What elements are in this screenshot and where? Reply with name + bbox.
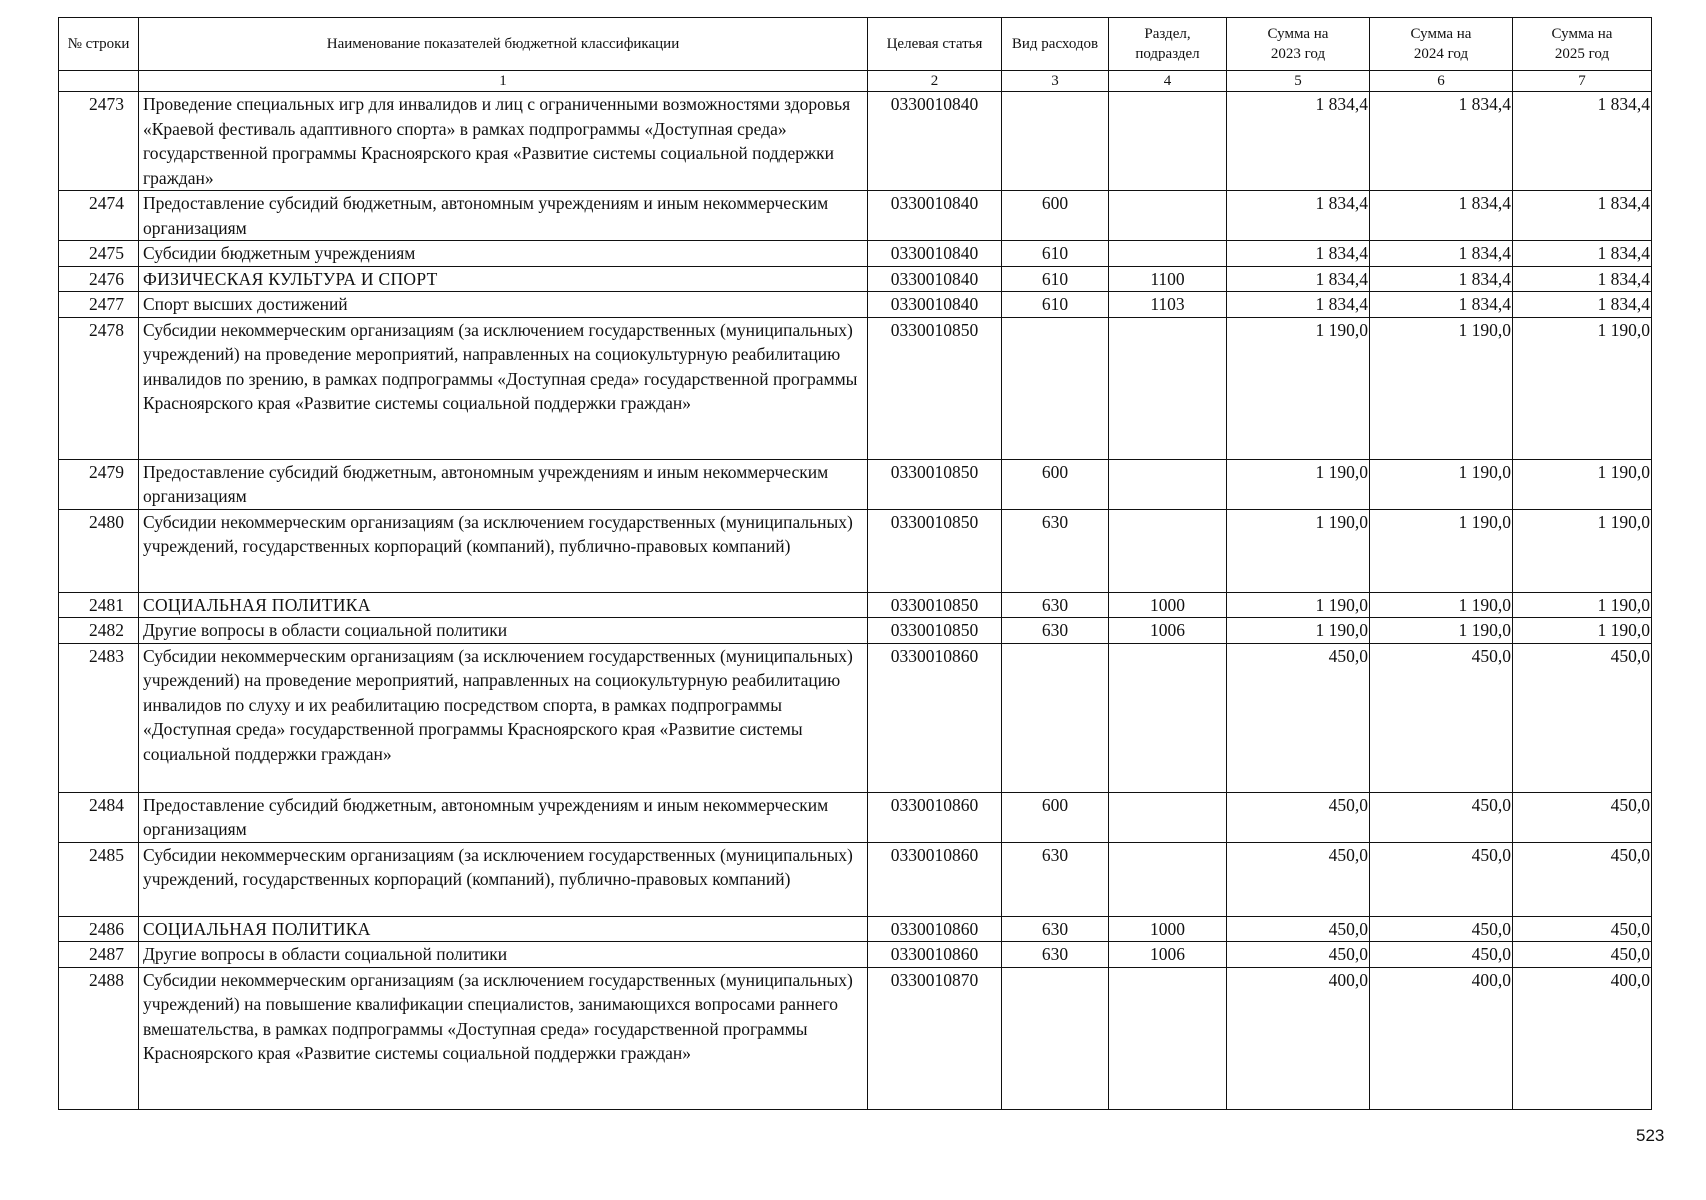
row-name: Субсидии некоммерческим организациям (за исключением государственных (муниципальных) учреждений, государственных корпораций (компаний), публично-правовых компаний): [139, 509, 868, 592]
sum-2025: 1 834,4: [1513, 92, 1652, 191]
section-code: 1103: [1109, 292, 1227, 318]
sum-2023: 1 190,0: [1227, 509, 1370, 592]
row-number: 2476: [59, 266, 139, 292]
section-code: 1100: [1109, 266, 1227, 292]
section-code: 1000: [1109, 592, 1227, 618]
header-section: Раздел, подраздел: [1109, 18, 1227, 71]
section-code: [1109, 191, 1227, 241]
sum-2023: 450,0: [1227, 643, 1370, 792]
sum-2023: 450,0: [1227, 942, 1370, 968]
section-code: [1109, 792, 1227, 842]
sum-2023: 1 834,4: [1227, 292, 1370, 318]
table-row: [59, 509, 1652, 592]
section-code: [1109, 967, 1227, 1109]
target-code: 0330010840: [868, 266, 1002, 292]
sum-2023: 1 834,4: [1227, 266, 1370, 292]
table-row: [59, 92, 1652, 191]
row-name: Субсидии некоммерческим организациям (за исключением государственных (муниципальных) учреждений, государственных корпораций (компаний), публично-правовых компаний): [139, 842, 868, 916]
target-code: 0330010860: [868, 792, 1002, 842]
expense-type: 630: [1002, 842, 1109, 916]
target-code: 0330010860: [868, 842, 1002, 916]
expense-type: 630: [1002, 509, 1109, 592]
table-row: [59, 292, 1652, 318]
sum-2025: 1 190,0: [1513, 459, 1652, 509]
sum-2023: 1 190,0: [1227, 618, 1370, 644]
header-vid: Вид расходов: [1002, 18, 1109, 71]
target-code: 0330010860: [868, 942, 1002, 968]
target-code: 0330010850: [868, 509, 1002, 592]
col-number: 1: [139, 71, 868, 92]
row-number: 2475: [59, 241, 139, 267]
page-number: 523: [1636, 1126, 1665, 1145]
row-name: Другие вопросы в области социальной политики: [139, 618, 868, 644]
sum-2024: 1 190,0: [1370, 317, 1513, 459]
table-row: [59, 459, 1652, 509]
section-code: [1109, 459, 1227, 509]
target-code: 0330010850: [868, 592, 1002, 618]
row-number: 2477: [59, 292, 139, 318]
row-name: Проведение специальных игр для инвалидов и лиц с ограниченными возможностями здоровья «Краевой фестиваль адаптивного спорта» в рамках подпрограммы «Доступная среда» государственной программы Красноярского края «Развитие системы социальной поддержки граждан»: [139, 92, 868, 191]
row-name: Спорт высших достижений: [139, 292, 868, 318]
header-row: [59, 18, 1652, 71]
row-number: 2486: [59, 916, 139, 942]
table-row: [59, 942, 1652, 968]
sum-2025: 1 190,0: [1513, 618, 1652, 644]
target-code: 0330010870: [868, 967, 1002, 1109]
sum-2023: 450,0: [1227, 842, 1370, 916]
expense-type: 600: [1002, 459, 1109, 509]
header-sum-2023: Сумма на 2023 год: [1227, 18, 1370, 71]
sum-2025: 1 834,4: [1513, 292, 1652, 318]
col-number: [59, 71, 139, 92]
sum-2023: 450,0: [1227, 916, 1370, 942]
table-row: [59, 592, 1652, 618]
sum-2024: 1 834,4: [1370, 292, 1513, 318]
target-code: 0330010840: [868, 292, 1002, 318]
section-code: [1109, 241, 1227, 267]
table-row: [59, 317, 1652, 459]
row-name: СОЦИАЛЬНАЯ ПОЛИТИКА: [139, 916, 868, 942]
col-number: 5: [1227, 71, 1370, 92]
sum-2025: 450,0: [1513, 792, 1652, 842]
sum-2024: 450,0: [1370, 916, 1513, 942]
row-name: СОЦИАЛЬНАЯ ПОЛИТИКА: [139, 592, 868, 618]
row-number: 2482: [59, 618, 139, 644]
header-target: Целевая статья: [868, 18, 1002, 71]
target-code: 0330010840: [868, 92, 1002, 191]
sum-2025: 1 834,4: [1513, 241, 1652, 267]
table-row: [59, 842, 1652, 916]
table-row: [59, 266, 1652, 292]
table-row: [59, 916, 1652, 942]
sum-2024: 1 190,0: [1370, 459, 1513, 509]
sum-2023: 1 834,4: [1227, 191, 1370, 241]
sum-2025: 1 834,4: [1513, 191, 1652, 241]
sum-2023: 1 190,0: [1227, 592, 1370, 618]
row-name: Предоставление субсидий бюджетным, автономным учреждениям и иным некоммерческим организациям: [139, 459, 868, 509]
sum-2025: 450,0: [1513, 942, 1652, 968]
sum-2024: 450,0: [1370, 942, 1513, 968]
sum-2023: 1 190,0: [1227, 459, 1370, 509]
row-name: Предоставление субсидий бюджетным, автономным учреждениям и иным некоммерческим организациям: [139, 191, 868, 241]
row-number: 2483: [59, 643, 139, 792]
target-code: 0330010850: [868, 459, 1002, 509]
sum-2024: 1 834,4: [1370, 266, 1513, 292]
expense-type: [1002, 643, 1109, 792]
row-name: Субсидии бюджетным учреждениям: [139, 241, 868, 267]
expense-type: 630: [1002, 618, 1109, 644]
section-code: [1109, 509, 1227, 592]
header-sum-2025: Сумма на 2025 год: [1513, 18, 1652, 71]
sum-2025: 450,0: [1513, 842, 1652, 916]
sum-2025: 1 190,0: [1513, 592, 1652, 618]
sum-2025: 1 190,0: [1513, 509, 1652, 592]
table-row: [59, 191, 1652, 241]
row-name: ФИЗИЧЕСКАЯ КУЛЬТУРА И СПОРТ: [139, 266, 868, 292]
table-row: [59, 792, 1652, 842]
row-number: 2480: [59, 509, 139, 592]
table-row: [59, 967, 1652, 1109]
section-code: 1000: [1109, 916, 1227, 942]
target-code: 0330010850: [868, 618, 1002, 644]
col-number: 6: [1370, 71, 1513, 92]
row-number: 2487: [59, 942, 139, 968]
sum-2024: 1 190,0: [1370, 618, 1513, 644]
sum-2023: 1 834,4: [1227, 241, 1370, 267]
col-number: 2: [868, 71, 1002, 92]
target-code: 0330010840: [868, 191, 1002, 241]
row-number: 2484: [59, 792, 139, 842]
section-code: [1109, 643, 1227, 792]
section-code: [1109, 317, 1227, 459]
row-number: 2478: [59, 317, 139, 459]
expense-type: 610: [1002, 292, 1109, 318]
sum-2024: 1 190,0: [1370, 509, 1513, 592]
table-row: [59, 618, 1652, 644]
sum-2025: 450,0: [1513, 643, 1652, 792]
row-number: 2481: [59, 592, 139, 618]
row-name: Предоставление субсидий бюджетным, автономным учреждениям и иным некоммерческим организациям: [139, 792, 868, 842]
section-code: [1109, 842, 1227, 916]
expense-type: [1002, 92, 1109, 191]
expense-type: [1002, 967, 1109, 1109]
sum-2025: 1 190,0: [1513, 317, 1652, 459]
expense-type: 610: [1002, 266, 1109, 292]
sum-2025: 450,0: [1513, 916, 1652, 942]
expense-type: 610: [1002, 241, 1109, 267]
sum-2023: 400,0: [1227, 967, 1370, 1109]
header-name: Наименование показателей бюджетной классификации: [139, 18, 868, 71]
sum-2024: 400,0: [1370, 967, 1513, 1109]
row-number: 2485: [59, 842, 139, 916]
expense-type: 630: [1002, 942, 1109, 968]
header-row-no: № строки: [59, 18, 139, 71]
col-number: 4: [1109, 71, 1227, 92]
target-code: 0330010840: [868, 241, 1002, 267]
section-code: 1006: [1109, 618, 1227, 644]
sum-2024: 450,0: [1370, 842, 1513, 916]
sum-2024: 1 834,4: [1370, 191, 1513, 241]
col-number: 7: [1513, 71, 1652, 92]
sum-2024: 450,0: [1370, 792, 1513, 842]
budget-table: [58, 17, 1652, 1110]
table-row: [59, 241, 1652, 267]
table-row: [59, 643, 1652, 792]
expense-type: 630: [1002, 916, 1109, 942]
expense-type: 600: [1002, 792, 1109, 842]
sum-2023: 1 834,4: [1227, 92, 1370, 191]
expense-type: 600: [1002, 191, 1109, 241]
sum-2024: 1 834,4: [1370, 92, 1513, 191]
header-sum-2024: Сумма на 2024 год: [1370, 18, 1513, 71]
column-number-row: [59, 71, 1652, 92]
target-code: 0330010860: [868, 643, 1002, 792]
col-number: 3: [1002, 71, 1109, 92]
sum-2024: 450,0: [1370, 643, 1513, 792]
target-code: 0330010850: [868, 317, 1002, 459]
target-code: 0330010860: [868, 916, 1002, 942]
row-number: 2474: [59, 191, 139, 241]
sum-2024: 1 190,0: [1370, 592, 1513, 618]
row-number: 2473: [59, 92, 139, 191]
sum-2023: 1 190,0: [1227, 317, 1370, 459]
row-number: 2488: [59, 967, 139, 1109]
sum-2024: 1 834,4: [1370, 241, 1513, 267]
row-name: Субсидии некоммерческим организациям (за исключением государственных (муниципальных) учреждений) на проведение мероприятий, направленных на социокультурную реабилитацию инвалидов по слуху и их реабилитацию посредством спорта, в рамках подпрограммы «Доступная среда» государственной программы Красноярского края «Развитие системы социальной поддержки граждан»: [139, 643, 868, 792]
row-number: 2479: [59, 459, 139, 509]
row-name: Субсидии некоммерческим организациям (за исключением государственных (муниципальных) учреждений) на проведение мероприятий, направленных на социокультурную реабилитацию инвалидов по зрению, в рамках подпрограммы «Доступная среда» государственной программы Красноярского края «Развитие системы социальной поддержки граждан»: [139, 317, 868, 459]
expense-type: [1002, 317, 1109, 459]
sum-2023: 450,0: [1227, 792, 1370, 842]
sum-2025: 1 834,4: [1513, 266, 1652, 292]
section-code: 1006: [1109, 942, 1227, 968]
row-name: Другие вопросы в области социальной политики: [139, 942, 868, 968]
sum-2025: 400,0: [1513, 967, 1652, 1109]
section-code: [1109, 92, 1227, 191]
row-name: Субсидии некоммерческим организациям (за исключением государственных (муниципальных) учреждений) на повышение квалификации специалистов, занимающихся вопросами раннего вмешательства, в рамках подпрограммы «Доступная среда» государственной программы Красноярского края «Развитие системы социальной поддержки граждан»: [139, 967, 868, 1109]
expense-type: 630: [1002, 592, 1109, 618]
